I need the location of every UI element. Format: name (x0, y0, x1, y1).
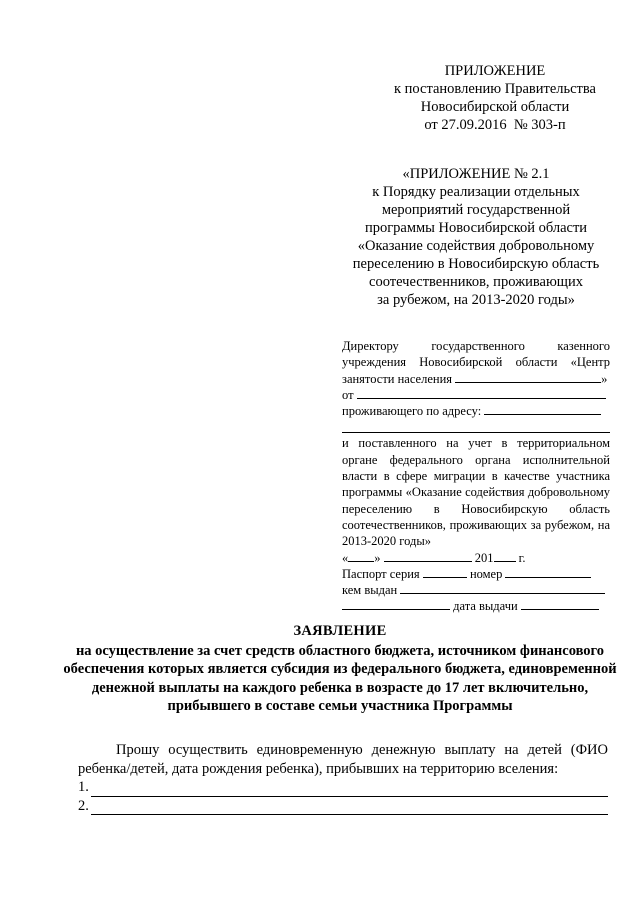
addressee-block (342, 338, 610, 615)
approval-line: Новосибирской области (420, 99, 570, 115)
addressee-employment-center: занятости населения » (342, 371, 608, 386)
issue-date-row: дата выдачи (342, 598, 610, 614)
appendix-title: «ПРИЛОЖЕНИЕ № 2.1 (402, 166, 550, 182)
appendix-line: переселению в Новосибирскую область (352, 256, 600, 272)
appendix-line: к Порядку реализации отдельных (372, 184, 580, 200)
issued-by-field[interactable] (400, 582, 605, 594)
employment-center-field[interactable] (455, 371, 601, 383)
registration-year-field[interactable] (494, 550, 516, 562)
appendix-line: за рубежом, на 2013-2020 годы» (377, 292, 575, 308)
statement-heading: ЗАЯВЛЕНИЕ (293, 623, 387, 639)
applicant-from-row: от (342, 387, 610, 403)
appendix-line: мероприятий государственной (381, 202, 571, 218)
registration-month-field[interactable] (384, 550, 472, 562)
appendix-line: «Оказание содействия добровольному (357, 238, 595, 254)
child-field[interactable] (91, 783, 608, 797)
registration-day-field[interactable] (348, 550, 374, 562)
applicant-address-row: проживающего по адресу: (342, 403, 610, 419)
passport-row: Паспорт серия номер (342, 566, 610, 582)
registration-text: и поставленного на учет в территориальном органе федерального органа исполнительной власти в сфере миграции в качестве участника программы «Оказание содействия добровольному переселению в Новосибирскую область соотечественников, проживающих за рубежом, на 2013-2020 годы» (342, 436, 610, 549)
addressee-director: Директору государственного казенного (342, 339, 610, 353)
approval-line: к постановлению Правительства (394, 81, 596, 97)
child-row-number: 1. (78, 779, 89, 795)
appendix-block (340, 165, 612, 309)
applicant-address-field-2[interactable] (342, 419, 610, 433)
approval-block (380, 62, 610, 134)
approval-date: от 27.09.2016 № 303-п (424, 117, 566, 133)
registration-date-row: « » 201 г. (342, 550, 526, 565)
appendix-line: соотечественников, проживающих (369, 274, 583, 290)
issued-by-row: кем выдан (342, 582, 610, 598)
passport-number-field[interactable] (505, 566, 591, 578)
addressee-institution: учреждения Новосибирской области «Центр (342, 355, 610, 370)
issued-by-field-2[interactable] (342, 598, 450, 610)
statement-title-block (60, 622, 620, 716)
child-row-number: 2. (78, 797, 89, 814)
statement-subtitle: на осуществление за счет средств областного бюджета, источником финансового обеспечения которых является субсидия из федерального бюджета, единовременной денежной выплаты на каждого ребенка в возрасте до 17 лет включительно, прибывшего в составе семьи участника Программы (63, 642, 617, 714)
child-field[interactable] (91, 801, 608, 815)
issue-date-field[interactable] (521, 598, 599, 610)
applicant-name-field[interactable] (357, 387, 606, 399)
applicant-address-field[interactable] (484, 403, 601, 415)
approval-title: ПРИЛОЖЕНИЕ (444, 63, 546, 79)
request-block (78, 741, 608, 815)
child-row (78, 778, 608, 797)
child-row (78, 797, 608, 816)
passport-series-field[interactable] (423, 566, 467, 578)
request-paragraph: Прошу осуществить единовременную денежную выплату на детей (ФИО ребенка/детей, дата рождения ребенка), прибывших на территорию вселения: (78, 742, 608, 777)
appendix-line: программы Новосибирской области (364, 220, 588, 236)
